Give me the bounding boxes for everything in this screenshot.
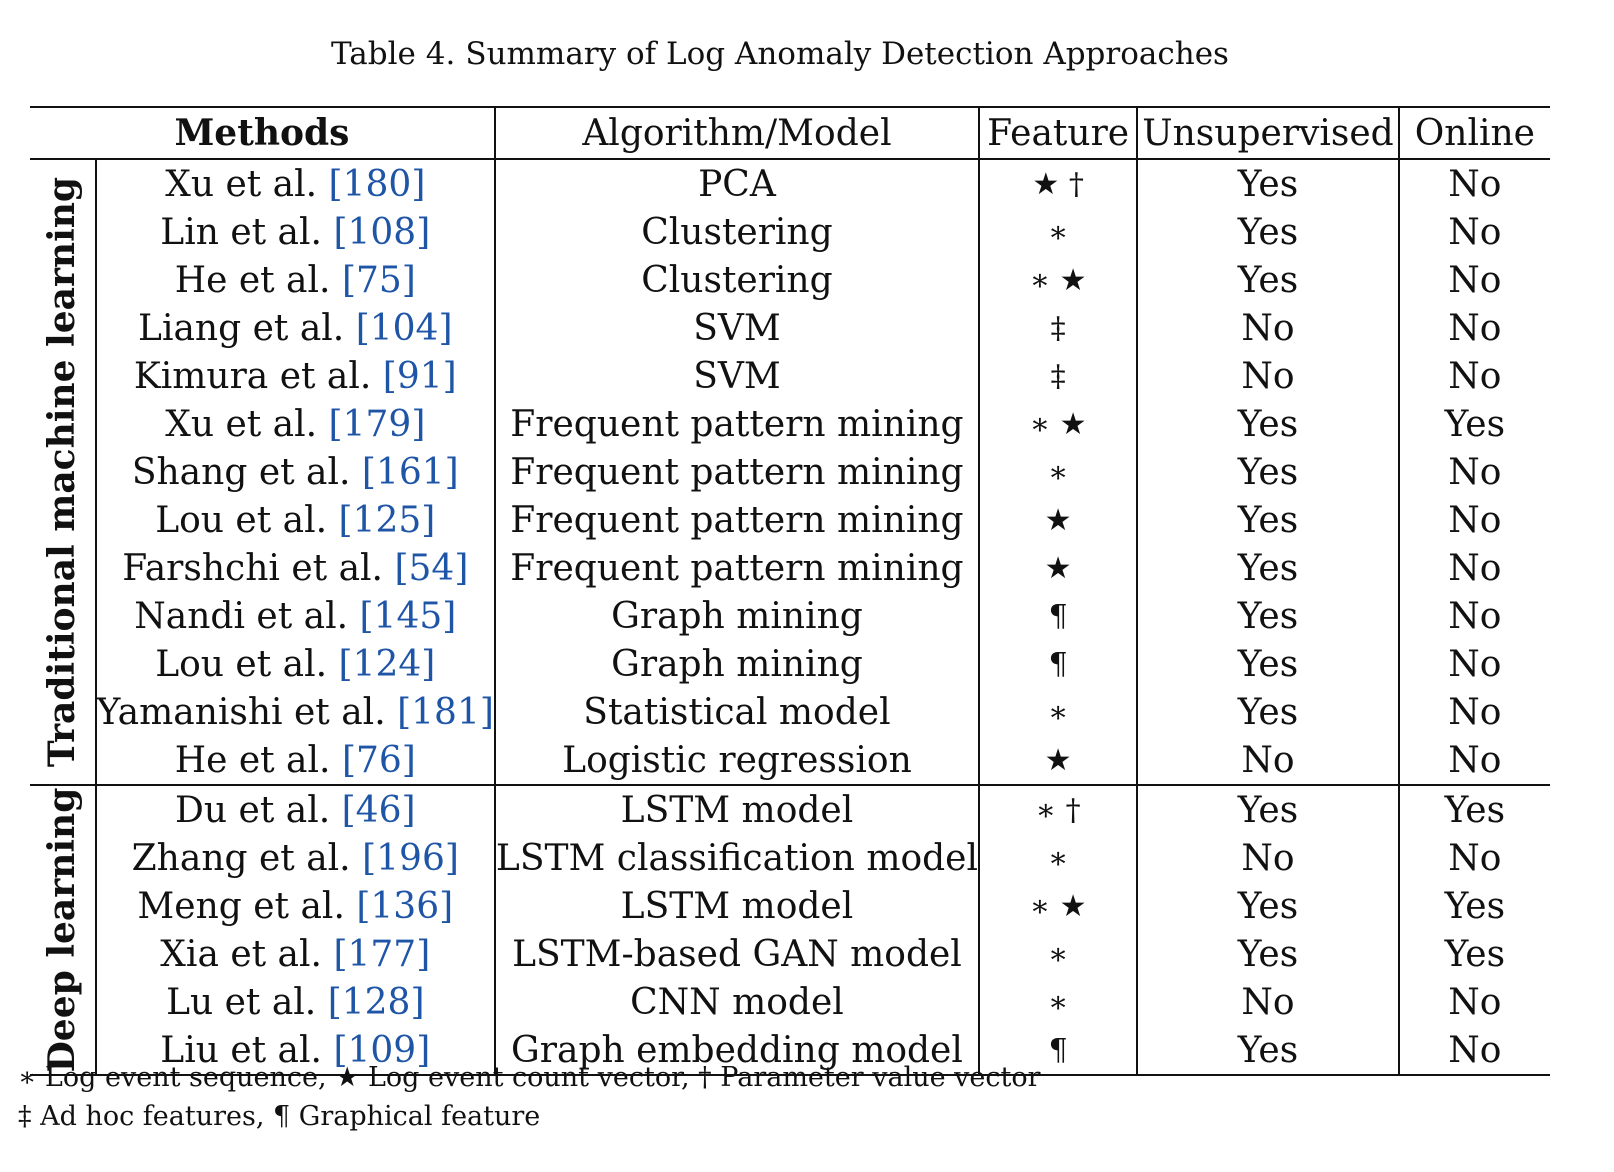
citation-number[interactable]: 46 [355,789,402,831]
group-label: Traditional machine learning [41,176,84,768]
table-row [30,978,1550,1026]
algorithm-cell: Frequent pattern mining [495,400,979,448]
feature-cell: ∗ [979,688,1137,736]
citation-link[interactable]: [91] [382,355,457,397]
citation-link[interactable]: [46] [341,789,416,831]
author-name: Zhang et al. [131,837,351,879]
feature-cell: ¶ [979,640,1137,688]
unsupervised-cell: Yes [1137,496,1398,544]
method-cell [96,496,495,544]
unsupervised-cell: No [1137,304,1398,352]
anomaly-detection-table [30,106,1550,1076]
method-cell [96,400,495,448]
feature-cell: ∗ ★ [979,882,1137,930]
method-cell [96,930,495,978]
author-name: He et al. [174,739,331,781]
citation-link[interactable]: [179] [328,403,426,445]
feature-cell: ∗ [979,930,1137,978]
method-cell [96,256,495,304]
table-row [30,400,1550,448]
citation-link[interactable]: [145] [359,595,457,637]
unsupervised-cell: Yes [1137,640,1398,688]
algorithm-cell: Logistic regression [495,736,979,785]
feature-cell: ∗ † [979,785,1137,834]
author-name: Meng et al. [137,885,345,927]
author-name: Lou et al. [155,643,328,685]
citation-number[interactable]: 180 [342,163,412,205]
feature-cell: ∗ [979,208,1137,256]
author-name: Shang et al. [131,451,351,493]
author-name: Kimura et al. [133,355,372,397]
online-cell: No [1399,592,1550,640]
citation-link[interactable]: [125] [338,499,436,541]
method-cell [96,544,495,592]
author-name: Xu et al. [165,163,318,205]
table-row [30,688,1550,736]
citation-number[interactable]: 196 [376,837,445,879]
unsupervised-cell: Yes [1137,930,1398,978]
method-cell [96,785,495,834]
unsupervised-cell: Yes [1137,400,1398,448]
algorithm-cell: CNN model [495,978,979,1026]
unsupervised-cell: Yes [1137,208,1398,256]
algorithm-cell: Frequent pattern mining [495,448,979,496]
citation-number[interactable]: 75 [355,259,402,301]
table-row [30,352,1550,400]
table-row [30,304,1550,352]
method-cell [96,882,495,930]
table-row [30,448,1550,496]
algorithm-cell: LSTM model [495,882,979,930]
citation-number[interactable]: 179 [342,403,412,445]
table-row [30,256,1550,304]
online-cell: Yes [1399,930,1550,978]
online-cell: Yes [1399,785,1550,834]
online-cell: No [1399,736,1550,785]
citation-link[interactable]: [109] [333,1029,431,1071]
online-cell: No [1399,688,1550,736]
legend-line-1: ∗ Log event sequence, ★ Log event count vector, † Parameter value vector [18,1062,1041,1093]
table-row [30,208,1550,256]
table-row [30,496,1550,544]
group-cell [30,159,96,785]
online-cell: Yes [1399,400,1550,448]
feature-cell: ∗ [979,978,1137,1026]
feature-cell: ‡ [979,352,1137,400]
author-name: Lin et al. [160,211,322,253]
feature-cell: ¶ [979,592,1137,640]
legend-line-2: ‡ Ad hoc features, ¶ Graphical feature [18,1101,541,1132]
author-name: Farshchi et al. [122,547,383,589]
online-cell: No [1399,208,1550,256]
feature-cell: ¶ [979,1026,1137,1075]
author-name: Lu et al. [166,981,317,1023]
citation-number[interactable]: 104 [369,307,439,349]
online-cell: No [1399,544,1550,592]
method-cell [96,208,495,256]
header-online: Online [1399,107,1550,159]
author-name: Liu et al. [160,1029,322,1071]
citation-link[interactable]: [76] [341,739,416,781]
online-cell: No [1399,304,1550,352]
header-unsupervised: Unsupervised [1137,107,1398,159]
online-cell: No [1399,640,1550,688]
citation-number[interactable]: 161 [375,451,445,493]
citation-link[interactable]: [136] [356,885,454,927]
online-cell: No [1399,834,1550,882]
table-row [30,930,1550,978]
citation-number[interactable]: 54 [408,547,455,589]
algorithm-cell: Statistical model [495,688,979,736]
citation-number[interactable]: 109 [347,1029,417,1071]
citation-link[interactable]: [108] [333,211,431,253]
table-row [30,544,1550,592]
citation-link[interactable]: [177] [333,933,431,975]
table-caption [0,36,1570,72]
citation-link[interactable]: [196] [362,837,459,879]
author-name: Xia et al. [160,933,322,975]
citation-number[interactable]: 125 [352,499,422,541]
method-cell [96,592,495,640]
citation-number[interactable]: 181 [411,691,480,733]
unsupervised-cell: Yes [1137,256,1398,304]
unsupervised-cell: Yes [1137,785,1398,834]
method-cell [96,834,495,882]
feature-cell: ∗ [979,448,1137,496]
method-cell [96,352,495,400]
method-cell [96,688,495,736]
table-row [30,785,1550,834]
feature-cell: ‡ [979,304,1137,352]
table-row [30,834,1550,882]
author-name: Lou et al. [155,499,328,541]
citation-link[interactable]: [181] [397,691,494,733]
citation-number[interactable]: 128 [341,981,411,1023]
feature-cell: ★ † [979,159,1137,208]
online-cell: No [1399,496,1550,544]
method-cell [96,304,495,352]
method-cell [96,448,495,496]
online-cell: No [1399,352,1550,400]
algorithm-cell: Clustering [495,208,979,256]
feature-cell: ∗ [979,834,1137,882]
author-name: Yamanishi et al. [96,691,386,733]
citation-number[interactable]: 136 [370,885,440,927]
table-row [30,592,1550,640]
author-name: Liang et al. [138,307,345,349]
feature-cell: ★ [979,496,1137,544]
citation-link[interactable]: [180] [328,163,426,205]
algorithm-cell: Frequent pattern mining [495,544,979,592]
unsupervised-cell: No [1137,736,1398,785]
algorithm-cell: Clustering [495,256,979,304]
algorithm-cell: Graph mining [495,592,979,640]
citation-number[interactable]: 76 [355,739,402,781]
author-name: He et al. [174,259,331,301]
header-row [30,107,1550,159]
unsupervised-cell: Yes [1137,592,1398,640]
online-cell: No [1399,448,1550,496]
feature-cell: ∗ ★ [979,256,1137,304]
unsupervised-cell: Yes [1137,159,1398,208]
citation-link[interactable]: [161] [361,451,459,493]
feature-cell: ★ [979,544,1137,592]
unsupervised-cell: Yes [1137,688,1398,736]
algorithm-cell: Frequent pattern mining [495,496,979,544]
unsupervised-cell: Yes [1137,882,1398,930]
citation-number[interactable]: 145 [373,595,443,637]
citation-number[interactable]: 91 [396,355,443,397]
online-cell: No [1399,1026,1550,1075]
method-cell [96,159,495,208]
citation-link[interactable]: [104] [355,307,453,349]
online-cell: No [1399,978,1550,1026]
unsupervised-cell: Yes [1137,448,1398,496]
group-cell [30,785,96,1075]
algorithm-cell: Graph mining [495,640,979,688]
algorithm-cell: Graph embedding model [495,1026,979,1075]
citation-number[interactable]: 108 [347,211,417,253]
table-row [30,640,1550,688]
author-name: Xu et al. [165,403,318,445]
author-name: Du et al. [175,789,331,831]
citation-link[interactable]: [75] [341,259,416,301]
citation-number[interactable]: 177 [347,933,417,975]
feature-cell: ★ [979,736,1137,785]
algorithm-cell: PCA [495,159,979,208]
online-cell: No [1399,159,1550,208]
citation-link[interactable]: [124] [338,643,436,685]
unsupervised-cell: Yes [1137,1026,1398,1075]
algorithm-cell: LSTM classification model [495,834,979,882]
author-name: Nandi et al. [134,595,349,637]
caption-label: Table 4. [331,36,456,72]
unsupervised-cell: No [1137,352,1398,400]
table-row [30,159,1550,208]
online-cell: Yes [1399,882,1550,930]
header-algorithm: Algorithm/Model [495,107,979,159]
algorithm-cell: LSTM-based GAN model [495,930,979,978]
citation-number[interactable]: 124 [352,643,422,685]
citation-link[interactable]: [128] [327,981,425,1023]
unsupervised-cell: Yes [1137,544,1398,592]
method-cell [96,736,495,785]
online-cell: No [1399,256,1550,304]
unsupervised-cell: No [1137,978,1398,1026]
algorithm-cell: SVM [495,352,979,400]
header-methods: Methods [30,107,495,159]
table-row [30,736,1550,785]
table-body [30,159,1550,1075]
algorithm-cell: LSTM model [495,785,979,834]
table-row [30,882,1550,930]
method-cell [96,640,495,688]
caption-title: Summary of Log Anomaly Detection Approaches [465,36,1229,72]
citation-link[interactable]: [54] [394,547,469,589]
unsupervised-cell: No [1137,834,1398,882]
method-cell [96,978,495,1026]
header-feature: Feature [979,107,1137,159]
feature-cell: ∗ ★ [979,400,1137,448]
group-label: Deep learning [41,787,84,1073]
algorithm-cell: SVM [495,304,979,352]
